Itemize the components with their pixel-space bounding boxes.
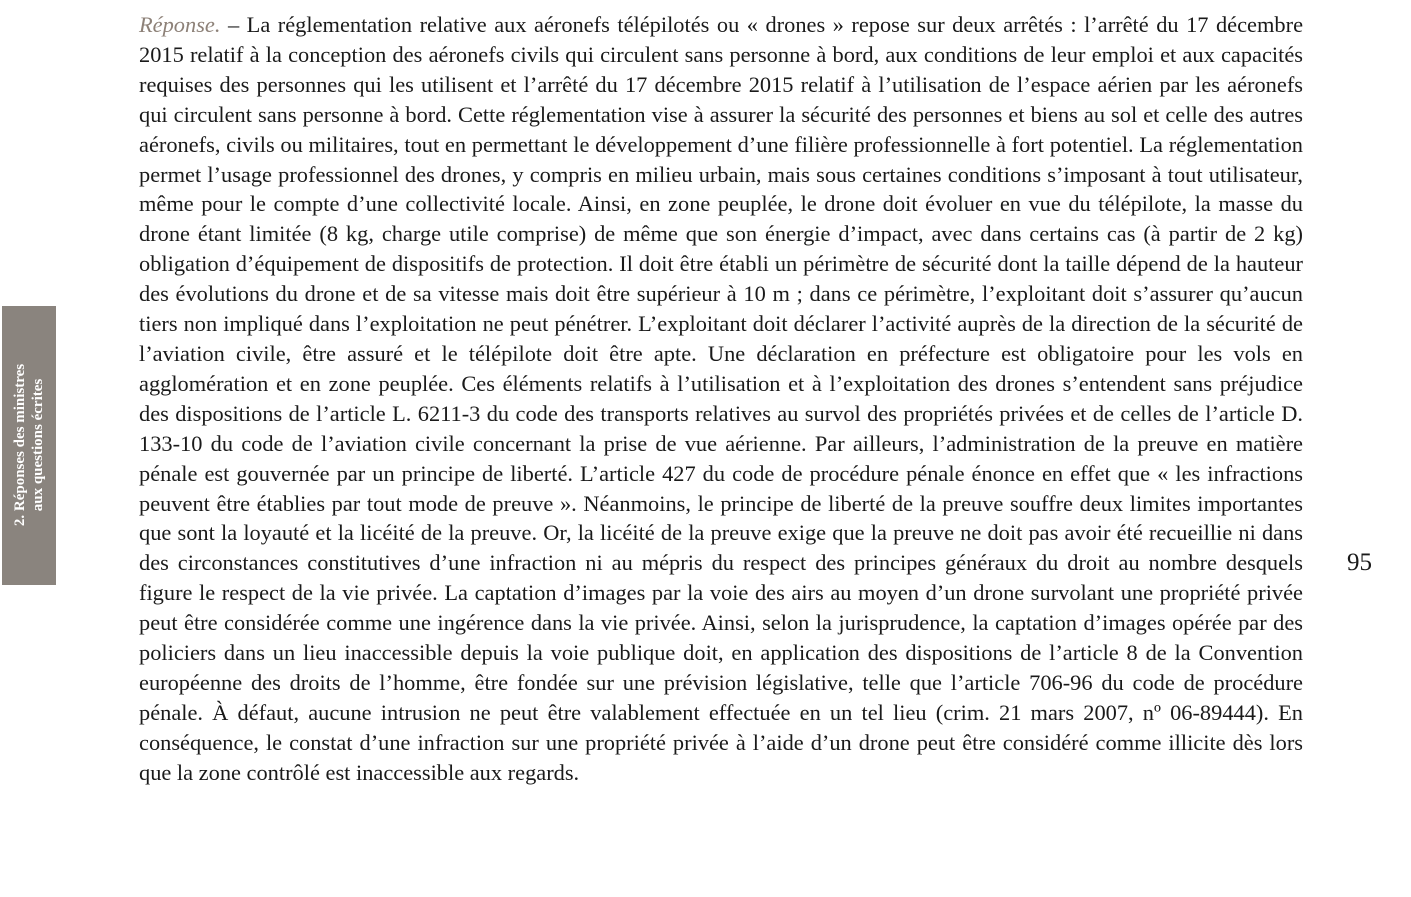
answer-lead: Réponse. (139, 12, 221, 37)
answer-paragraph (139, 10, 1303, 788)
section-side-tab-line-1: 2. Réponses des ministres (12, 363, 28, 527)
section-side-tab-line-2: aux questions écrites (30, 378, 46, 512)
page-number: 95 (1347, 549, 1372, 576)
answer-text: La réglementation relative aux aéronefs télépilotés ou « drones » repose sur deux arrêtés : l’arrêté du 17 décembre 2015 relatif à la conception des aéronefs civils qui circulent sans personne à bord, aux conditions de leur emploi et aux capacités requises des personnes qui les utilisent et l’arrêté du 17 décembre 2015 relatif à l’utilisation de l’espace aérien par les aéronefs qui circulent sans personne à bord. Cette réglementation vise à assurer la sécurité des personnes et biens au sol et celle des autres aéronefs, civils ou militaires, tout en permettant le développement d’une filière professionnelle à fort potentiel. La réglementation permet l’usage professionnel des drones, y compris en milieu urbain, mais sous certaines conditions s’imposant à tout utilisateur, même pour le compte d’une collectivité locale. Ainsi, en zone peuplée, le drone doit évoluer en vue du télépilote, la masse du drone étant limitée (8 kg, charge utile comprise) de même que son énergie d’impact, avec dans certains cas (à partir de 2 kg) obligation d’équipement de dispositifs de protection. Il doit être établi un périmètre de sécurité dont la taille dépend de la hauteur des évolutions du drone et de sa vitesse mais doit être supérieur à 10 m ; dans ce périmètre, l’exploitant doit s’assurer qu’aucun tiers non impliqué dans l’exploitation ne peut pénétrer. L’exploitant doit déclarer l’activité auprès de la direction de la sécurité de l’aviation civile, être assuré et le télépilote doit être apte. Une déclaration en préfecture est obligatoire pour les vols en agglomération et en zone peuplée. Ces éléments relatifs à l’utilisation et à l’exploitation des drones s’entendent sans préjudice des dispositions de l’article L. 6211-3 du code des transports relatives au survol des propriétés privées et de celles de l’article D. 133-10 du code de l’aviation civile concernant la prise de vue aérienne. Par ailleurs, l’administration de la preuve en matière pénale est gouvernée par un principe de liberté. L’article 427 du code de procédure pénale énonce en effet que « les infractions peuvent être établies par tout mode de preuve ». Néanmoins, le principe de liberté de la preuve souffre deux limites importantes que sont la loyauté et la licéité de la preuve. Or, la licéité de la preuve exige que la preuve ne doit pas avoir été recueillie ni dans des circonstances constitutives d’une infraction ni au mépris du respect des principes généraux du droit au nombre desquels figure le respect de la vie privée. La captation d’images par la voie des airs au moyen d’un drone survolant une propriété privée peut être considérée comme une ingérence dans la vie privée. Ainsi, selon la jurisprudence, la captation d’images opérée par des policiers dans un lieu inaccessible depuis la voie publique doit, en application des dispositions de l’article 8 de la Convention européenne des droits de l’homme, être fondée sur une prévision législative, telle que l’article 706-96 du code de procédure pénale. À défaut, aucune intrusion ne peut être valablement effectuée en un tel lieu (crim. 21 mars 2007, nº 06-89444). En conséquence, le constat d’une infraction sur une propriété privée à l’aide d’un drone peut être considéré comme illicite dès lors que la zone contrôlé est inaccessible aux regards. (139, 12, 1304, 785)
answer-dash: – (220, 12, 247, 37)
section-side-tab (2, 306, 56, 585)
section-side-tab-label (11, 306, 47, 585)
